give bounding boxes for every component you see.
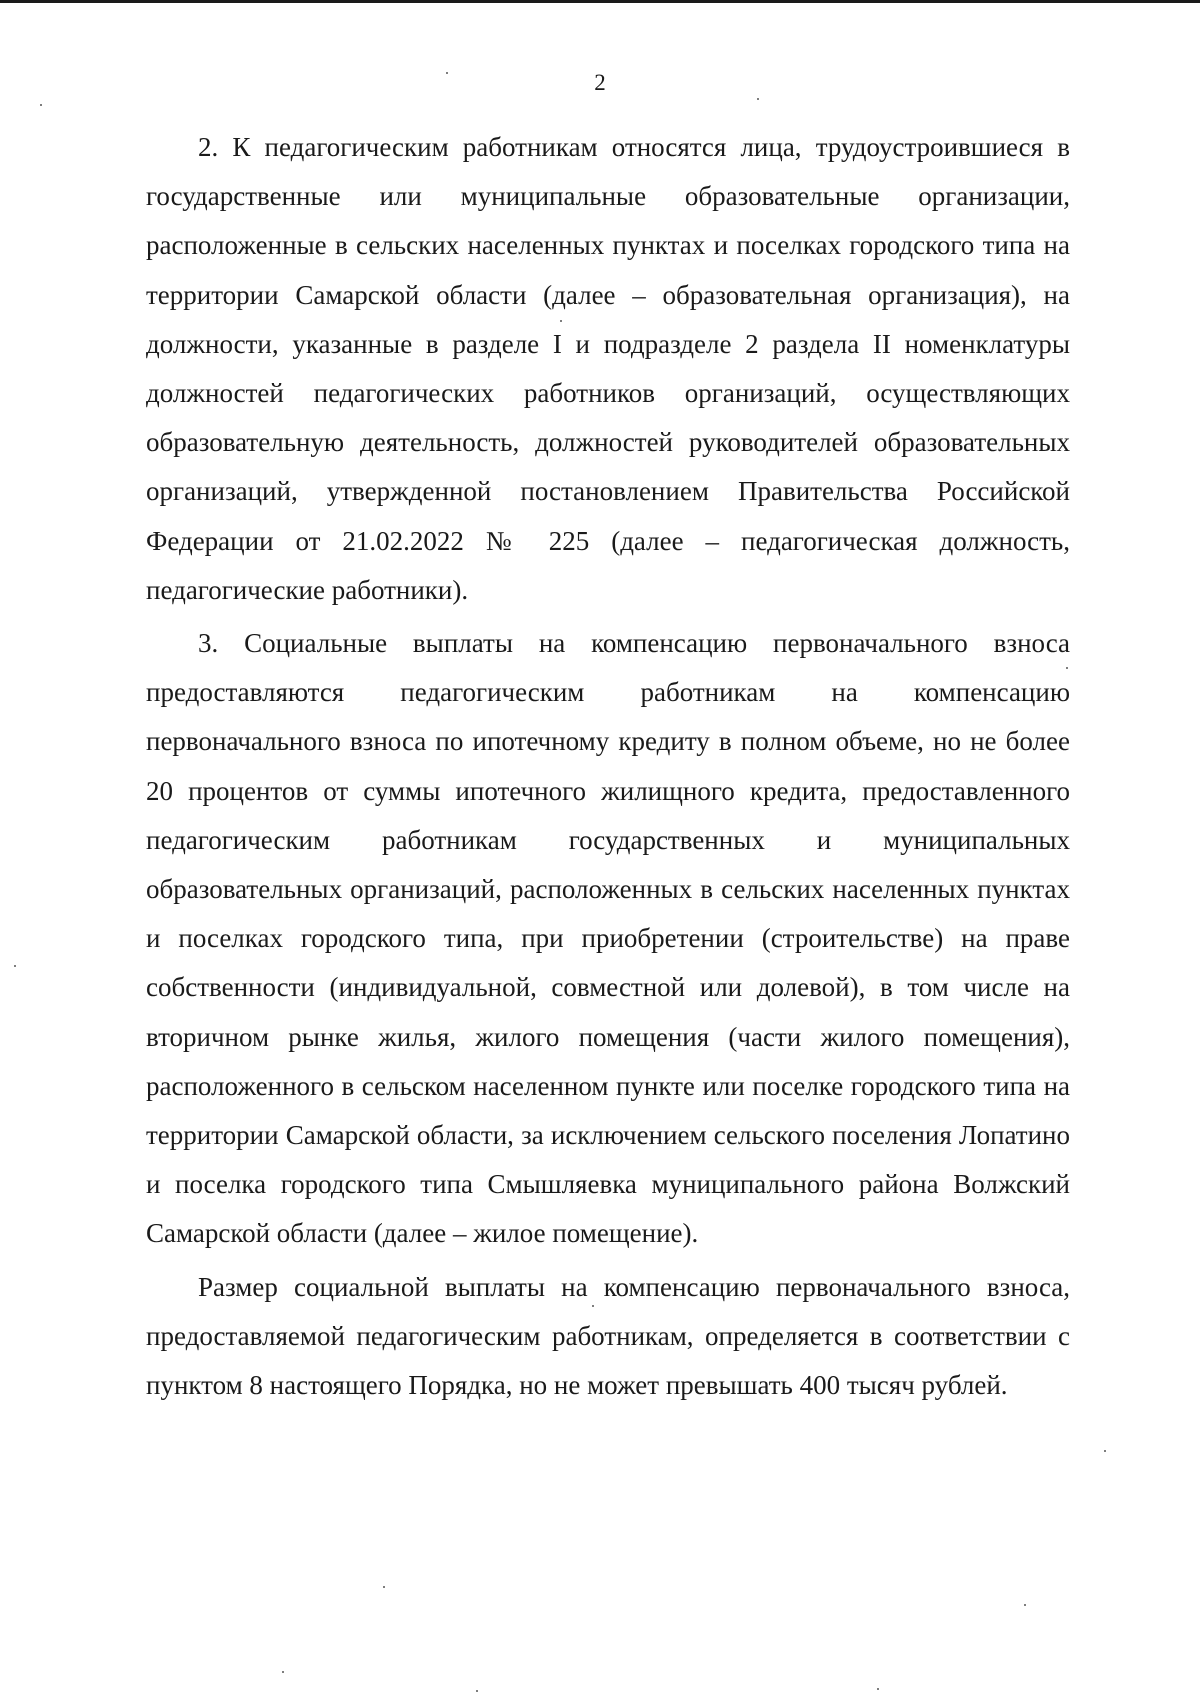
scan-speck [592, 1305, 594, 1307]
scan-speck [476, 1690, 478, 1692]
scan-speck [877, 1688, 879, 1690]
page-number: 2 [594, 70, 606, 95]
paragraph-payment-size: Размер социальной выплаты на компенсацию первоначального взноса, предоставляемой педагогическим работникам, определяется в соответствии с пунктом 8 настоящего Порядка, но не может превышать 400 тысяч рублей. [146, 1271, 1070, 1401]
scan-speck [40, 104, 42, 106]
paragraph-item-3: 3. Социальные выплаты на компенсацию первоначального взноса предоставляются педагогическим работникам на компенсацию первоначального взноса по ипотечному кредиту в полном объеме, но не более 20 процентов от суммы ипотечного жилищного кредита, предоставленного педагогическим работникам государственных и муниципальных образовательных организаций, расположенных в сельских населенных пунктах и поселках городского типа, при приобретении (строительстве) на праве собственности (индивидуальной, совместной или долевой), в том числе на вторичном рынке жилья, жилого помещения (части жилого помещения), расположенного в сельском населенном пункте или поселке городского типа на территории Самарской области, за исключением сельского поселения Лопатино и поселка городского типа Смышляевка муниципального района Волжский Самарской области (далее – жилое помещение). [146, 628, 1070, 1249]
scan-speck [1024, 1604, 1026, 1606]
document-body [146, 123, 1070, 1410]
scan-speck [1066, 667, 1068, 669]
paragraph-item-2: 2. К педагогическим работникам относятся лица, трудоустроившиеся в государственные или муниципальные образовательные организации, расположенные в сельских населенных пунктах и поселках городского типа на территории Самарской области (далее – образовательная организация), на должности, указанные в разделе I и подразделе 2 раздела II номенклатуры должностей педагогических работников организаций, осуществляющих образовательную деятельность, должностей руководителей образовательных организаций, утвержденной постановлением Правительства Российской Федерации от 21.02.2022 № 225 (далее – педагогическая должность, педагогические работники). [146, 132, 1070, 605]
scan-speck [560, 320, 562, 322]
scan-speck [282, 1671, 284, 1673]
scan-speck [14, 965, 16, 967]
scan-speck [757, 98, 759, 100]
scan-top-edge [0, 0, 1200, 3]
scan-speck [383, 1586, 385, 1588]
scan-speck [1104, 1450, 1106, 1452]
scan-speck [446, 72, 448, 74]
